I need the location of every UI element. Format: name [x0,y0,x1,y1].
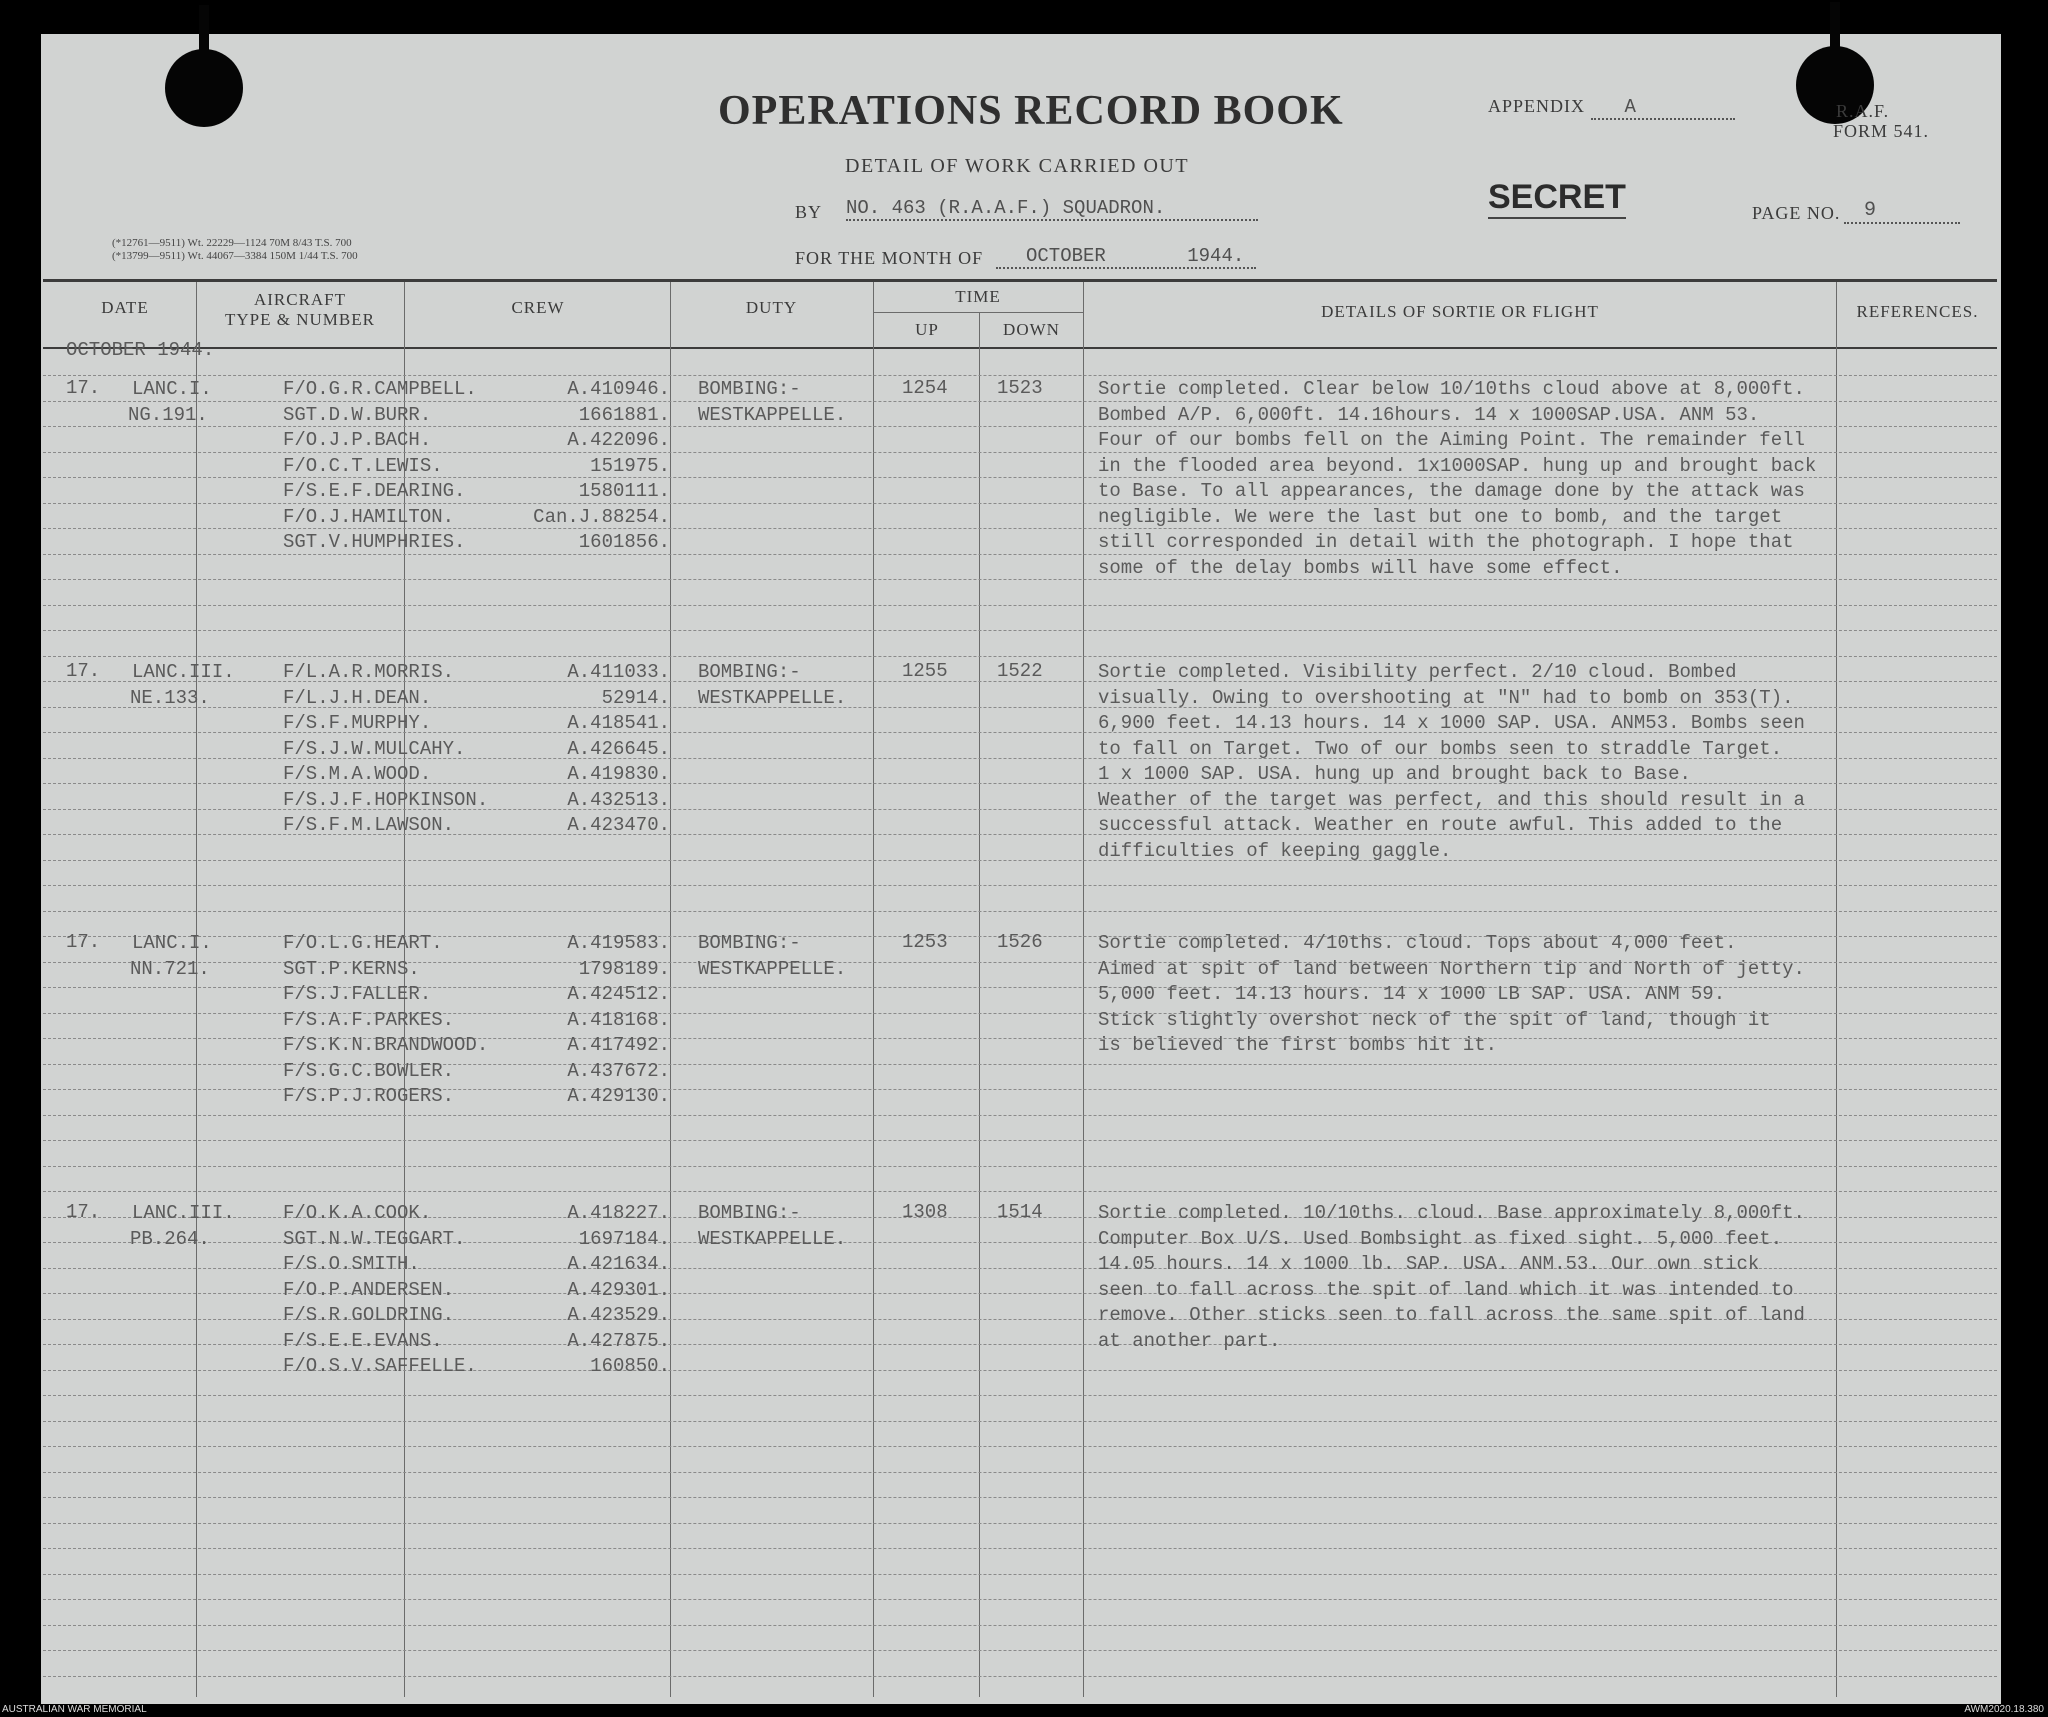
crew-member: F/S.P.J.ROGERS. [283,1085,455,1107]
month-heading: OCTOBER 1944. [66,339,215,361]
detail-line: at another part. [1098,1329,1281,1352]
service-number: A.411033. [567,661,670,683]
print-code-2: (*13799—9511) Wt. 44067—3384 150M 1/44 T.S. 700 [112,250,358,262]
duty-target: WESTKAPPELLE. [698,957,847,980]
crew-member: F/S.K.N.BRANDWOOD. [283,1034,489,1056]
service-number: A.423529. [567,1304,670,1326]
detail-line: negligible. We were the last but one to bomb, and the target [1098,505,1783,528]
entry-date: 17. [66,931,101,953]
time-divider [873,312,1083,313]
ruled-line [43,1166,1997,1167]
aircraft-serial: NG.191. [128,403,208,426]
page-title: OPERATIONS RECORD BOOK [718,88,1344,134]
crew-member: F/S.M.A.WOOD. [283,763,432,785]
ruled-line [43,1421,1997,1422]
aircraft-serial: NN.721. [130,957,210,980]
crew-member: F/S.J.F.HOPKINSON. [283,788,489,811]
ruled-line [43,1650,1997,1651]
page-label: PAGE NO. [1752,203,1841,223]
col-date: DATE [101,298,149,317]
entry-duty [698,931,846,982]
time-up: 1253 [902,931,948,953]
ruled-line [43,605,1997,606]
crew-member: SGT.D.W.BURR. [283,403,432,426]
ruled-line [43,1574,1997,1575]
time-down: 1523 [997,377,1043,399]
column-divider [670,282,671,1697]
month-value: OCTOBER [1026,245,1106,267]
service-number: 1798189. [578,957,670,980]
service-number: A.424512. [567,983,670,1005]
punch-hole [165,49,243,127]
duty-type: BOMBING:- [698,1202,801,1224]
entry-details [1098,1201,1805,1354]
detail-line: Computer Box U/S. Used Bombsight as fixed sight. 5,000 feet. [1098,1227,1783,1250]
service-number: 160850. [590,1355,670,1377]
col-up: UP [915,320,939,339]
crew-member: F/O.G.R.CAMPBELL. [283,378,477,400]
service-number: A.419583. [567,932,670,954]
table-top-rule [43,279,1997,282]
ruled-line [43,1548,1997,1549]
detail-line: some of the delay bombs will have some effect. [1098,556,1623,579]
ruled-line [43,1472,1997,1473]
entry-numbers [516,377,670,556]
crew-member: F/S.J.W.MULCAHY. [283,737,466,760]
ruled-line [43,885,1997,886]
detail-line: seen to fall across the spit of land which it was intended to [1098,1278,1794,1301]
entry-crew [283,1201,477,1380]
detail-line: Weather of the target was perfect, and this should result in a [1098,788,1805,811]
entry-duty [698,1201,846,1252]
service-number: A.422096. [567,429,670,451]
detail-line: Sortie completed. Clear below 10/10ths cloud above at 8,000ft. [1098,378,1805,400]
time-down: 1522 [997,660,1043,682]
col-references: REFERENCES. [1856,302,1979,321]
aircraft-type: LANC.I. [132,932,212,954]
entry-duty [698,377,846,428]
entry-details [1098,660,1805,864]
service-number: A.421634. [567,1253,670,1275]
crew-member: F/S.E.E.EVANS. [283,1329,443,1352]
ruled-line [43,630,1997,631]
detail-line: 6,900 feet. 14.13 hours. 14 x 1000 SAP. USA. ANM53. Bombs seen [1098,712,1805,734]
col-aircraft-2: TYPE & NUMBER [225,310,375,329]
crew-member: F/S.R.GOLDRING. [283,1304,455,1326]
ruled-line [43,911,1997,912]
crew-member: F/S.J.FALLER. [283,983,432,1005]
entry-numbers [516,1201,670,1380]
crew-member: F/O.K.A.COOK. [283,1202,432,1224]
aircraft-type: LANC.III. [132,661,235,683]
ruled-line [43,1599,1997,1600]
crew-member: F/O.J.HAMILTON. [283,505,455,528]
ruled-line [43,1115,1997,1116]
detail-line: Sortie completed. 10/10ths. cloud. Base approximately 8,000ft. [1098,1202,1805,1224]
column-divider [196,282,197,1697]
crew-member: SGT.V.HUMPHRIES. [283,531,466,553]
detail-line: is believed the first bombs hit it. [1098,1034,1498,1056]
crew-member: F/S.O.SMITH. [283,1253,420,1275]
by-label: BY [795,202,823,222]
entry-aircraft [132,931,212,982]
time-up: 1255 [902,660,948,682]
detail-line: Sortie completed. Visibility perfect. 2/10 cloud. Bombed [1098,661,1737,683]
col-crew: CREW [511,298,565,317]
table-header-rule [43,347,1997,349]
ruled-line [43,656,1997,657]
detail-line: remove. Other sticks seen to fall across the same spit of land [1098,1304,1805,1326]
crew-member: F/O.S.V.SAFFELLE. [283,1355,477,1377]
service-number: A.410946. [567,378,670,400]
entry-crew [283,931,488,1110]
form-ref-1: R.A.F. [1836,101,1890,121]
service-number: A.418541. [567,712,670,734]
col-duty: DUTY [745,298,798,317]
service-number: 151975. [590,454,670,477]
ruled-line [43,1446,1997,1447]
crew-member: F/S.F.M.LAWSON. [283,814,455,836]
entry-details [1098,931,1805,1059]
squadron-name: NO. 463 (R.A.A.F.) SQUADRON. [846,197,1258,221]
page-number: 9 [1844,199,1960,224]
entry-aircraft [132,1201,235,1252]
form-sheet [41,34,2001,1704]
ruled-line [43,1523,1997,1524]
service-number: Can.J.88254. [533,505,670,528]
crew-member: F/S.A.F.PARKES. [283,1008,455,1031]
time-up: 1254 [902,377,948,399]
time-down: 1514 [997,1201,1043,1223]
aircraft-type: LANC.I. [132,378,212,400]
detail-line: Four of our bombs fell on the Aiming Point. The remainder fell [1098,429,1805,451]
service-number: A.437672. [567,1059,670,1082]
service-number: A.432513. [567,788,670,811]
entry-aircraft [132,660,235,711]
service-number: A.417492. [567,1034,670,1056]
page-subtitle: DETAIL OF WORK CARRIED OUT [845,155,1190,177]
aircraft-serial: NE.133. [130,686,210,709]
crew-member: SGT.P.KERNS. [283,957,420,980]
detail-line: to fall on Target. Two of our bombs seen to straddle Target. [1098,737,1783,760]
duty-target: WESTKAPPELLE. [698,1227,847,1250]
crew-member: F/L.A.R.MORRIS. [283,661,455,683]
crew-member: F/L.J.H.DEAN. [283,686,432,709]
service-number: 1601856. [578,531,670,553]
duty-type: BOMBING:- [698,378,801,400]
ruled-line [43,375,1997,376]
form-ref-2: FORM 541. [1833,121,1930,141]
duty-target: WESTKAPPELLE. [698,403,847,426]
service-number: A.423470. [567,814,670,836]
service-number: A.426645. [567,737,670,760]
time-down: 1526 [997,931,1043,953]
ruled-line [43,1395,1997,1396]
service-number: 1661881. [578,403,670,426]
service-number: 52914. [601,686,670,709]
archive-credit: AUSTRALIAN WAR MEMORIAL [2,1704,147,1715]
detail-line: visually. Owing to overshooting at "N" had to bomb on 353(T). [1098,686,1794,709]
detail-line: Aimed at spit of land between Northern tip and North of jetty. [1098,957,1805,980]
appendix-value: A [1591,96,1735,120]
secret-stamp: SECRET [1488,178,1626,219]
service-number: A.418227. [567,1202,670,1224]
column-divider [1836,282,1837,1697]
duty-type: BOMBING:- [698,932,801,954]
ruled-line [43,1625,1997,1626]
crew-member: F/O.P.ANDERSEN. [283,1278,455,1301]
print-code-1: (*12761—9511) Wt. 22229—1124 70M 8/43 T.S. 700 [112,237,352,249]
service-number: A.419830. [567,763,670,785]
crew-member: F/S.G.C.BOWLER. [283,1059,455,1082]
col-time: TIME [955,287,1001,306]
ruled-line [43,1497,1997,1498]
detail-line: 1 x 1000 SAP. USA. hung up and brought back to Base. [1098,763,1691,785]
detail-line: difficulties of keeping gaggle. [1098,839,1452,862]
column-divider [873,282,874,1697]
col-down: DOWN [1003,320,1060,339]
entry-duty [698,660,846,711]
service-number: A.429130. [567,1085,670,1107]
detail-line: 5,000 feet. 14.13 hours. 14 x 1000 LB SAP. USA. ANM 59. [1098,983,1726,1005]
crew-member: SGT.N.W.TEGGART. [283,1227,466,1250]
aircraft-type: LANC.III. [132,1202,235,1224]
duty-target: WESTKAPPELLE. [698,686,847,709]
year-value: 1944. [1187,245,1245,267]
crew-member: F/S.E.F.DEARING. [283,480,466,502]
crew-member: F/O.C.T.LEWIS. [283,454,443,477]
detail-line: still corresponded in detail with the photograph. I hope that [1098,531,1794,553]
entry-crew [283,660,488,839]
entry-numbers [516,660,670,839]
time-up: 1308 [902,1201,948,1223]
ruled-line [43,1676,1997,1677]
detail-line: Stick slightly overshot neck of the spit of land, though it [1098,1008,1771,1031]
ruled-line [43,1191,1997,1192]
appendix-field [1488,96,1735,120]
service-number: 1580111. [578,480,670,502]
detail-line: in the flooded area beyond. 1x1000SAP. hung up and brought back [1098,454,1817,477]
entry-crew [283,377,477,556]
detail-line: 14.05 hours. 14 x 1000 lb. SAP. USA. ANM.53. Our own stick [1098,1253,1760,1275]
entry-aircraft [128,377,212,428]
entry-date: 17. [66,377,101,399]
service-number: 1697184. [578,1227,670,1250]
month-field [996,245,1256,269]
service-number: A.427875. [567,1329,670,1352]
crew-member: F/S.F.MURPHY. [283,712,432,734]
service-number: A.418168. [567,1008,670,1031]
crew-member: F/O.L.G.HEART. [283,932,443,954]
detail-line: Sortie completed. 4/10ths. cloud. Tops about 4,000 feet. [1098,932,1737,954]
entry-details [1098,377,1816,581]
appendix-label: APPENDIX [1488,96,1586,116]
archive-reference: AWM2020.18.380 [1964,1704,2044,1715]
entry-numbers [516,931,670,1110]
entry-date: 17. [66,660,101,682]
detail-line: Bombed A/P. 6,000ft. 14.16hours. 14 x 1000SAP.USA. ANM 53. [1098,403,1760,426]
column-divider [979,312,980,1697]
ruled-line [43,1140,1997,1141]
crew-member: F/O.J.P.BACH. [283,429,432,451]
service-number: A.429301. [567,1278,670,1301]
duty-type: BOMBING:- [698,661,801,683]
detail-line: successful attack. Weather en route awful. This added to the [1098,814,1783,836]
month-label: FOR THE MONTH OF [795,248,984,268]
aircraft-serial: PB.264. [130,1227,210,1250]
col-aircraft-1: AIRCRAFT [253,290,347,309]
entry-date: 17. [66,1201,101,1223]
column-divider [1083,282,1084,1697]
detail-line: to Base. To all appearances, the damage done by the attack was [1098,480,1805,502]
col-details: DETAILS OF SORTIE OR FLIGHT [1321,302,1599,321]
